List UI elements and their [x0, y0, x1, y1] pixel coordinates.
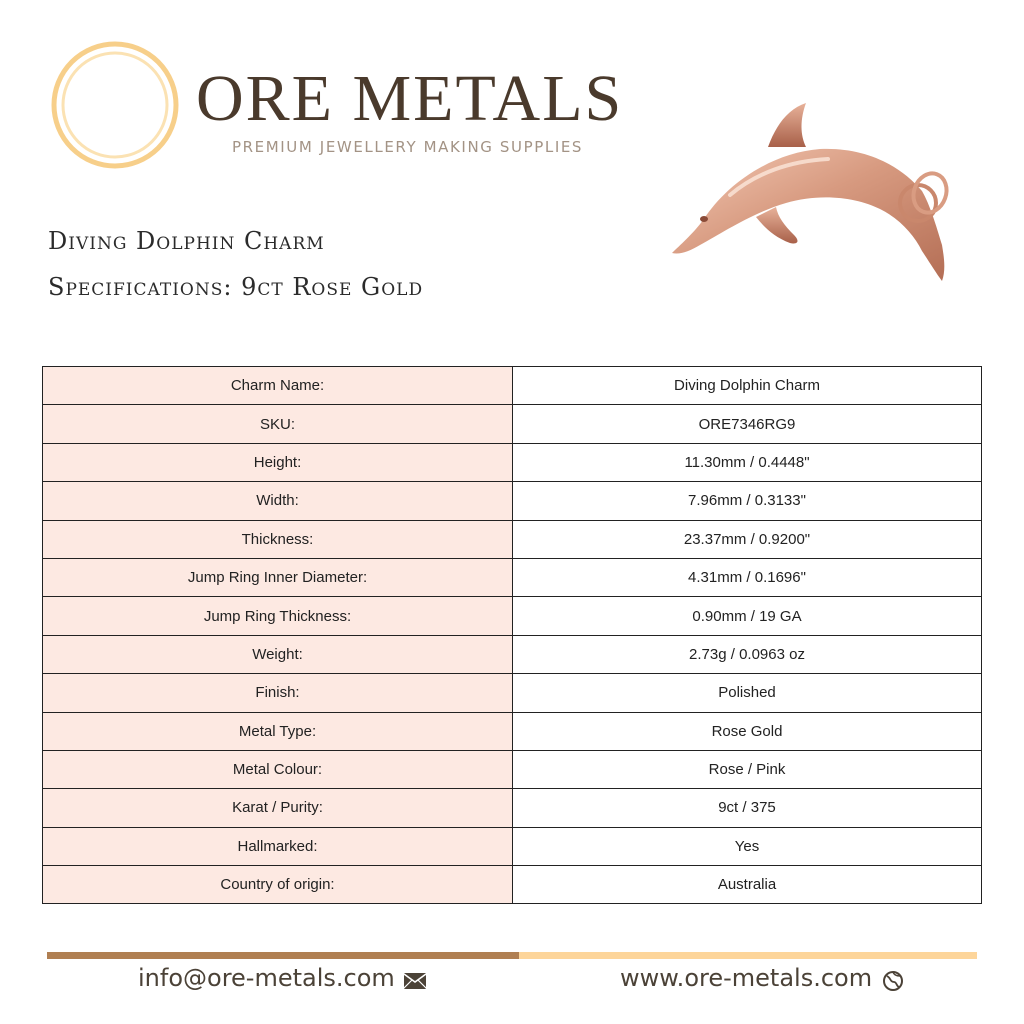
table-row: [43, 367, 982, 405]
spec-value: Rose Gold: [513, 712, 982, 750]
spec-label: Metal Colour:: [43, 750, 513, 788]
spec-label: Charm Name:: [43, 367, 513, 405]
table-row: [43, 750, 982, 788]
table-row: [43, 558, 982, 596]
spec-label: Hallmarked:: [43, 827, 513, 865]
email-link[interactable]: info@ore-metals.com: [138, 964, 395, 992]
spec-label: Finish:: [43, 674, 513, 712]
spec-value: 0.90mm / 19 GA: [513, 597, 982, 635]
table-row: [43, 482, 982, 520]
spec-value: 23.37mm / 0.9200": [513, 520, 982, 558]
spec-value: Rose / Pink: [513, 750, 982, 788]
table-row: [43, 405, 982, 443]
specifications-table: [42, 366, 982, 904]
table-row: [43, 712, 982, 750]
table-row: [43, 443, 982, 481]
spec-value: 9ct / 375: [513, 789, 982, 827]
spec-value: 11.30mm / 0.4448": [513, 443, 982, 481]
brand-tagline: PREMIUM JEWELLERY MAKING SUPPLIES: [232, 138, 584, 156]
table-row: [43, 597, 982, 635]
footer-bar-left: [47, 952, 519, 959]
spec-label: Height:: [43, 443, 513, 481]
spec-value: 4.31mm / 0.1696": [513, 558, 982, 596]
footer-bar-right: [519, 952, 977, 959]
table-row: [43, 520, 982, 558]
spec-value: 2.73g / 0.0963 oz: [513, 635, 982, 673]
table-row: [43, 674, 982, 712]
globe-icon: [882, 970, 904, 992]
spec-label: Jump Ring Thickness:: [43, 597, 513, 635]
spec-label: Karat / Purity:: [43, 789, 513, 827]
brand-name: ORE METALS: [196, 62, 624, 135]
spec-label: SKU:: [43, 405, 513, 443]
spec-value: Yes: [513, 827, 982, 865]
gold-ring-icon: [50, 40, 180, 170]
website-link[interactable]: www.ore-metals.com: [620, 964, 873, 992]
specifications-heading: Specifications: 9ct Rose Gold: [48, 273, 424, 301]
spec-value: Polished: [513, 674, 982, 712]
spec-value: 7.96mm / 0.3133": [513, 482, 982, 520]
table-row: [43, 827, 982, 865]
dolphin-charm-image: [660, 95, 960, 295]
spec-label: Metal Type:: [43, 712, 513, 750]
table-row: [43, 866, 982, 904]
spec-label: Jump Ring Inner Diameter:: [43, 558, 513, 596]
spec-value: ORE7346RG9: [513, 405, 982, 443]
spec-value: Australia: [513, 866, 982, 904]
spec-label: Weight:: [43, 635, 513, 673]
spec-label: Thickness:: [43, 520, 513, 558]
spec-label: Country of origin:: [43, 866, 513, 904]
spec-label: Width:: [43, 482, 513, 520]
product-title: Diving Dolphin Charm: [48, 227, 325, 255]
table-row: [43, 789, 982, 827]
spec-value: Diving Dolphin Charm: [513, 367, 982, 405]
table-row: [43, 635, 982, 673]
envelope-icon: [403, 972, 427, 990]
